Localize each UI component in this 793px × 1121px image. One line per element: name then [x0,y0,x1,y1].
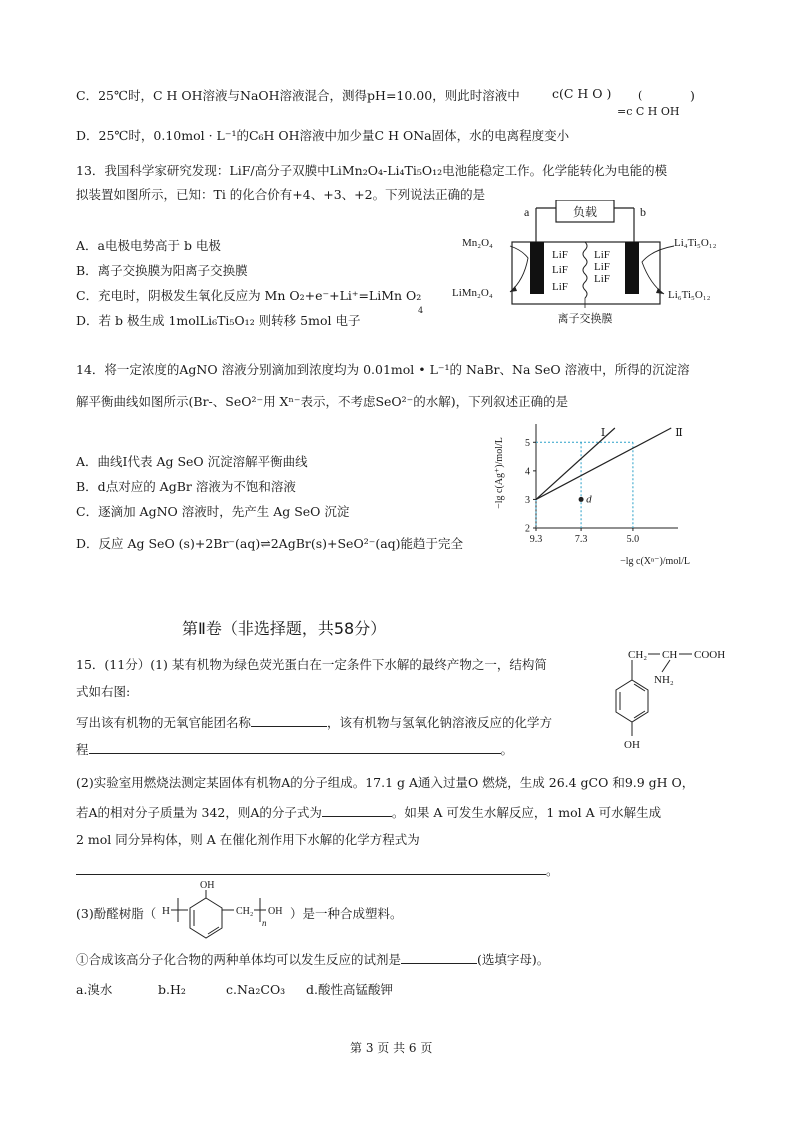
q14-option-a: A．曲线Ⅰ代表 Ag SeO 沉淀溶解平衡曲线 [76,454,308,469]
right-bottom-species: Li₆Ti₅O₁₂ [668,289,711,301]
phenolic-resin-structure [158,878,290,940]
q13-option-c-sub: 4 [418,306,424,315]
q14-stem-line2: 解平衡曲线如图所示(Br-、SeO²⁻用 Xⁿ⁻表示，不考虑SeO²⁻的水解)，下列叙述正确的是 [76,394,569,409]
q15-p3-b: ）是一种合成塑料。 [290,906,403,921]
lif-right-3: LiF [594,273,610,285]
q15-p2-line3: 2 mol 同分异构体，则 A 在催化剂作用下水解的化学方程式为 [76,832,420,847]
q13-option-b: B．离子交换膜为阳离子交换膜 [76,263,248,278]
q14-option-b: B．d点对应的 AgBr 溶液为不饱和溶液 [76,479,296,494]
q13-stem-line1: 13．我国科学家研究发现：LiF/高分子双膜中LiMn₂O₄-Li₄Ti₅O₁₂电池能稳定工作。化学能转化为电能的模 [76,163,668,178]
q12-option-d: D．25℃时，0.10mol · L⁻¹的C₆H OH溶液中加少量C H ONa固体，水的电离程度变小 [76,128,570,143]
lif-left-2: LiF [552,264,568,276]
electrode-a [530,242,544,294]
q13-option-c: C．充电时，阴极发生氧化反应为 Mn O₂+e⁻+Li⁺=LiMn O₂ [76,288,422,303]
q12-option-c-expr-right: =c C H OH [617,105,680,118]
right-top-species: Li₄Ti₅O₁₂ [674,237,717,249]
lif-left-3: LiF [552,281,568,293]
q15-p3-option-c: c.Na₂CO₃ [226,982,286,997]
answer-blank-formula[interactable] [322,804,392,817]
q15-p1-line3: 写出该有机物的无氧官能团名称 ，该有机物与氢氧化钠溶液反应的化学方 [76,715,553,730]
q14-y-tick-label-1: 3 [525,494,530,506]
q12-option-c-expr-left: c(C H O ) [552,86,612,101]
q15-p3-a: (3)酚醛树脂（ [76,906,157,921]
q14-option-d: D．反应 Ag SeO (s)+2Br⁻(aq)⇌2AgBr(s)+SeO²⁻(aq)能趋于完全 [76,536,464,551]
q14-curve-label-2: Ⅱ [675,427,683,439]
q15-p3-option-d: d.酸性高锰酸钾 [306,982,393,997]
q14-point-d-label: d [586,493,592,506]
answer-blank-reagent[interactable] [401,951,477,964]
q15-p3-q1: ①合成该高分子化合物的两种单体均可以发生反应的试剂是 (选填字母)。 [76,952,550,967]
membrane-label: 离子交换膜 [557,313,613,325]
q13-stem-line2: 拟装置如图所示，已知：Ti 的化合价有+4、+3、+2。下列说法正确的是 [76,187,486,202]
resin-oh-top: OH [200,880,215,891]
page-footer: 第 3 页 共 6 页 [350,1041,433,1055]
q14-y-axis-label [494,437,505,509]
q13-option-d: D．若 b 极生成 1molLi₆Ti₅O₁₂ 则转移 5mol 电子 [76,313,361,328]
q12-option-c-expr-paren: ( [638,89,643,102]
left-bottom-species: LiMn₂O₄ [452,287,493,299]
q14-stem-line1: 14．将一定浓度的AgNO 溶液分别滴加到浓度均为 0.01mol • L⁻¹的 NaBr、Na SeO 溶液中，所得的沉淀溶 [76,362,690,377]
resin-benzene-ring [190,898,222,938]
struct-ch: CH [662,649,678,661]
tyrosine-structure [608,644,738,752]
lif-left-1: LiF [552,249,568,261]
q13-option-a: A．a电极电势高于 b 电极 [76,238,221,253]
q14-y-tick-label-3: 5 [525,437,530,449]
resin-oh-end: OH [268,906,283,917]
resin-n: n [262,918,267,928]
q15-p1-line2: 式如右图: [76,684,131,699]
struct-oh: OH [624,739,640,751]
q15-p3-option-b: b.H₂ [158,982,186,997]
q14-solubility-chart [490,418,690,570]
q15-p3-option-a: a.溴水 [76,982,113,997]
electrode-a-label: a [524,205,530,219]
struct-nh2: NH₂ [654,674,674,686]
q14-x-tick-label-1: 7.3 [574,534,588,545]
lif-right-2: LiF [594,261,610,273]
answer-blank-equation-1[interactable] [89,741,501,754]
load-label: 负载 [572,205,598,219]
q15-p2-line4: 。 [76,862,559,879]
q14-option-c: C．逐滴加 AgNO 溶液时，先产生 Ag SeO 沉淀 [76,504,350,519]
section-2-title: 第Ⅱ卷（非选择题，共58分） [182,619,387,638]
q15-p1-line1: 15．(11分）(1) 某有机物为绿色荧光蛋白在一定条件下水解的最终产物之一，结构简 [76,657,547,672]
q14-y-axis-label-text: −lg c(Ag⁺)/mol/L [494,437,505,509]
q15-p2-line2: 若A的相对分子质量为 342，则A的分子式为 。如果 A 可发生水解反应，1 mol A 可水解生成 [76,805,662,820]
electrode-b [625,242,639,294]
answer-blank-functional-group[interactable] [251,714,327,727]
struct-cooh: COOH [694,649,726,661]
benzene-ring [616,680,648,722]
q14-x-tick-label-0: 9.3 [529,534,543,545]
q12-option-c [76,88,520,104]
resin-h: H [162,905,170,917]
q12-option-c-expr-close: ) [690,88,695,103]
q14-x-tick-label-2: 5.0 [626,534,640,545]
q14-x-axis-label: −lg c(Xⁿ⁻)/mol/L [620,556,690,567]
q14-point-d [579,497,584,502]
q15-p2-line1: (2)实验室用燃烧法测定某固体有机物A的分子组成。17.1 g A通入过量O 燃烧，生成 26.4 gCO 和9.9 gH O， [76,775,695,790]
lif-right-1: LiF [594,249,610,261]
q14-y-tick-label-0: 2 [525,523,530,535]
answer-blank-equation-2[interactable] [76,862,546,875]
left-top-species: Mn₂O₄ [462,237,493,249]
q14-y-tick-label-2: 4 [525,466,530,478]
electrode-b-label: b [640,205,646,219]
struct-ch2: CH₂ [628,649,648,661]
resin-ch2: CH₂ [236,906,254,917]
q15-p1-line4: 程 。 [76,742,514,757]
q14-curve-label-1: Ⅰ [600,427,606,439]
q12-option-c-text: C．25℃时，C H OH溶液与NaOH溶液混合，测得pH=10.00，则此时溶液中 [76,88,520,103]
battery-diagram [452,200,764,328]
